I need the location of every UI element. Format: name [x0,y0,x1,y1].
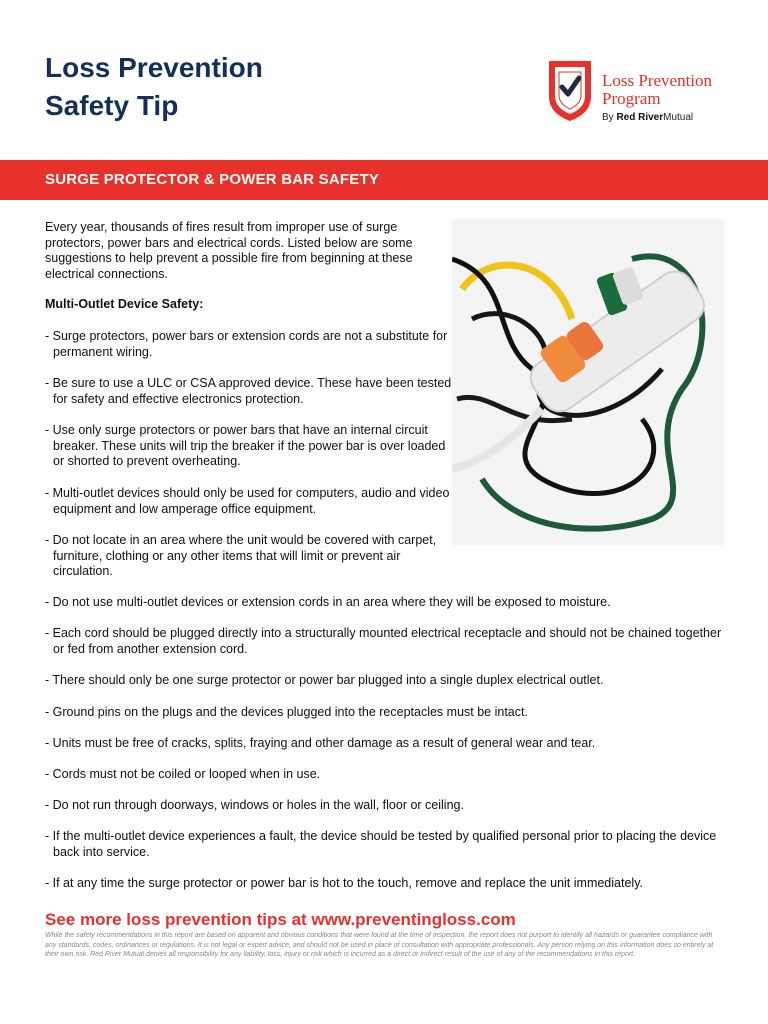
tip-item: - Multi-outlet devices should only be used for computers, audio and video equipment and low amperage office equipment. [45,486,450,516]
surge-protector-photo [452,219,724,545]
page-title: Loss Prevention [45,52,263,83]
tip-item: - Use only surge protectors or power bars that have an internal circuit breaker. These units will trip the breaker if the power bar is over loaded or shorted to prevent overheating. [45,423,446,468]
logo-line-2: Program [602,89,661,108]
section-banner [0,160,768,200]
tip-item: - There should only be one surge protector or power bar plugged into a single duplex electrical outlet. [45,673,604,687]
intro-paragraph: Every year, thousands of fires result from improper use of surge protectors, power bars and electrical cords. Listed below are some suggestions to help prevent a possible fire from beginning at these electrical connections. [45,220,413,281]
tip-item: - If at any time the surge protector or power bar is hot to the touch, remove and replace the unit immediately. [45,876,643,890]
program-logo [545,57,730,127]
section-heading: Multi-Outlet Device Safety: [45,297,204,311]
shield-check-icon [545,57,595,125]
footer-disclaimer: While the safety recommendations in this report are based on apparent and obvious conditions that were found at the time of inspection, the report does not purport to identify all hazards or guarantee compliance with any standards, codes, ordinances or regulations. It is not legal or expert advice, and should not be used in place of consultation with appropriate professionals. Any person relying on this information does so entirely at their own risk. Red River Mutual denies all responsibility for any liability, loss, injury or risk which is incurred as a direct or indirect result of the use of any of the recommendations in this report. [45,932,714,958]
tip-item: - Units must be free of cracks, splits, fraying and other damage as a result of general wear and tear. [45,736,596,750]
logo-brand-rest: Mutual [663,112,694,123]
tip-item: - Do not locate in an area where the unit would be covered with carpet, furniture, clothing or any other items that will limit or prevent air circulation. [45,533,437,578]
footer-cta-link[interactable]: See more loss prevention tips at www.preventingloss.com [45,910,516,929]
tip-item: - Be sure to use a ULC or CSA approved device. These have been tested for safety and effective electronics protection. [45,376,452,406]
tip-item: - Do not use multi-outlet devices or extension cords in an area where they will be exposed to moisture. [45,595,611,609]
logo-by-prefix: By [602,112,614,123]
tip-item: - Do not run through doorways, windows or holes in the wall, floor or ceiling. [45,798,464,812]
logo-by-line [602,112,693,123]
banner-title: SURGE PROTECTOR & POWER BAR SAFETY [45,171,380,188]
tip-item: - If the multi-outlet device experiences a fault, the device should be tested by qualified personal prior to placing the device back into service. [45,829,717,859]
tip-item: - Cords must not be coiled or looped when in use. [45,767,321,781]
tip-item: - Ground pins on the plugs and the devices plugged into the receptacles must be intact. [45,705,528,719]
page-subtitle: Safety Tip [45,90,179,121]
logo-brand-bold: Red River [616,112,664,123]
logo-line-1: Loss Prevention [602,71,713,90]
tip-item: - Surge protectors, power bars or extension cords are not a substitute for permanent wiring. [45,329,448,359]
tip-item: - Each cord should be plugged directly into a structurally mounted electrical receptacle and should not be chained together or fed from another extension cord. [45,626,722,656]
